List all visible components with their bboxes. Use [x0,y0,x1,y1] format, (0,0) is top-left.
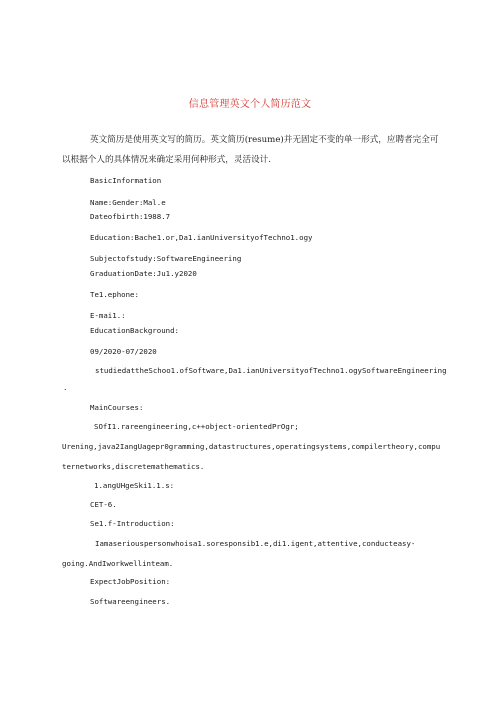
self-introduction-line-1: Iamaseriouspersonwhoisa1.soresponsib1.e,di1.igent,attentive,conducteasy- [95,539,416,548]
subject-of-study-line: Subjectofstudy:SoftwareEngineering [90,254,242,263]
studied-at-line-continuation: . [63,383,68,392]
page-title: 信息管理英文个人简历范文 [188,99,312,110]
section-heading-expect-job-position: ExpectJobPosition: [90,577,171,586]
cet-line: CET-6. [90,500,117,509]
job-position-line: Softwareengineers. [90,597,171,606]
section-heading-self-introduction: Se1.f-Introduction: [90,519,175,528]
main-courses-line-3: ternetworks,discretemathematics. [62,462,205,471]
telephone-line: Te1.ephone: [90,290,139,299]
name-gender-line: Name:Gender:Mal.e [90,198,166,207]
section-heading-main-courses: MainCourses: [90,403,144,412]
section-heading-basic-information: BasicInformation [90,176,162,185]
studied-at-line: studiedattheSchoo1.ofSoftware,Da1.ianUniversityofTechno1.ogySoftwareEngineering [95,366,447,375]
main-courses-line-2: Urening,java2IangUagepr0gramming,datastructures,operatingsystems,compilertheory,compu [62,442,441,451]
graduation-date-line: GraduationDate:Ju1.y2020 [90,269,197,278]
education-period-line: 09/2020-07/2020 [90,347,157,356]
intro-paragraph: 英文简历是使用英文写的简历。英文简历(resume)并无固定不变的单一形式，应聘者完全可以根据个人的具体情况来确定采用何种形式，灵活设计. [62,135,439,165]
self-introduction-line-2: going.AndIworkwellinteam. [62,559,174,568]
date-of-birth-line: Dateofbirth:1988.7 [90,212,171,221]
section-heading-language-skills: 1.angUHgeSki1.1.s: [94,481,175,490]
email-line: E-mai1.: [90,311,126,320]
education-line: Education:Bache1.or,Da1.ianUniversityofTechno1.ogy [90,233,313,242]
main-courses-line-1: SOfI1.rareengineering,c++object-orientedPrOgr; [94,422,299,431]
section-heading-education-background: EducationBackground: [90,326,179,335]
